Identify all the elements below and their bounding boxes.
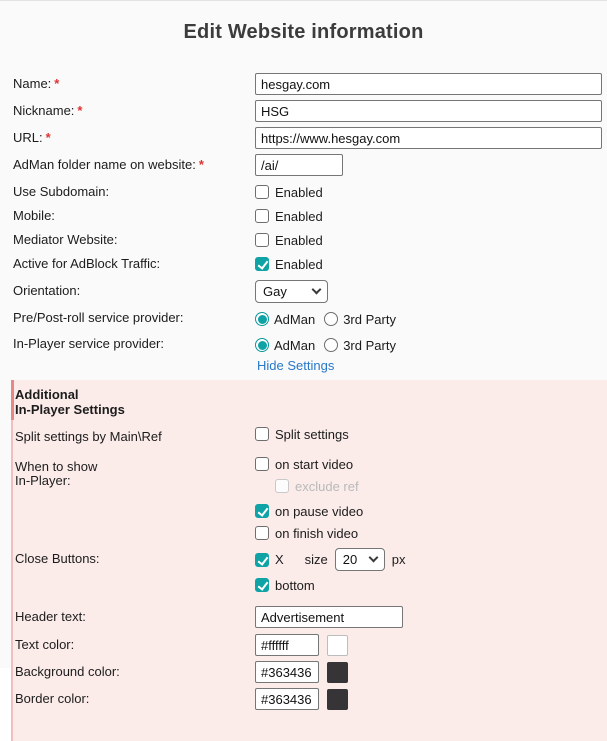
text-color-input[interactable] — [255, 634, 319, 656]
nickname-label-text: Nickname: — [13, 103, 75, 118]
radio-icon[interactable] — [324, 312, 338, 326]
form-row-mobile — [0, 208, 607, 224]
preroll-provider-label: Pre/Post-roll service provider: — [13, 310, 184, 325]
preroll-adman-label[interactable]: AdMan — [274, 311, 316, 327]
use-subdomain-checkbox[interactable] — [255, 184, 323, 200]
close-bottom-label[interactable]: bottom — [275, 577, 315, 593]
additional-inplayer-settings-section — [11, 380, 607, 741]
border-color-input[interactable] — [255, 688, 319, 710]
checkbox-disabled-icon — [275, 479, 289, 493]
adman-folder-input[interactable] — [255, 154, 343, 176]
adman-folder-label — [13, 154, 255, 172]
inplayer-adman-label[interactable]: AdMan — [274, 337, 316, 353]
orientation-label: Orientation: — [13, 283, 81, 298]
adblock-label: Active for AdBlock Traffic: — [13, 256, 161, 271]
radio-selected-icon[interactable] — [255, 312, 269, 326]
form-row-mediator — [0, 232, 607, 248]
checkbox-icon[interactable] — [255, 427, 269, 441]
on-pause-video-label[interactable]: on pause video — [275, 503, 364, 519]
mediator-option-label[interactable]: Enabled — [275, 232, 323, 248]
close-x-label[interactable]: X — [275, 552, 284, 567]
mediator-label: Mediator Website: — [13, 232, 118, 247]
adblock-option-label[interactable]: Enabled — [275, 256, 323, 272]
on-start-video-checkbox[interactable] — [255, 456, 363, 472]
mobile-label: Mobile: — [13, 208, 55, 223]
on-start-video-label[interactable]: on start video — [275, 456, 354, 472]
adman-folder-label-text: AdMan folder name on website: — [13, 157, 196, 172]
on-finish-video-label[interactable]: on finish video — [275, 525, 359, 541]
exclude-ref-label: exclude ref — [295, 478, 359, 494]
checkbox-checked-icon[interactable] — [255, 578, 269, 592]
mobile-checkbox[interactable] — [255, 208, 323, 224]
section-heading-line1: Additional — [15, 387, 79, 402]
row-text-color — [15, 634, 607, 656]
split-settings-label: Split settings by Main\Ref — [15, 429, 162, 444]
mediator-checkbox[interactable] — [255, 232, 323, 248]
use-subdomain-option-label[interactable]: Enabled — [275, 184, 323, 200]
close-size-select[interactable] — [335, 548, 385, 571]
text-color-label: Text color: — [15, 637, 75, 652]
row-border-color — [15, 688, 607, 710]
nickname-label — [13, 100, 255, 118]
use-subdomain-label: Use Subdomain: — [13, 184, 110, 199]
close-size-selected-value: 20 — [342, 552, 358, 567]
split-settings-checkbox[interactable] — [255, 426, 349, 442]
border-color-swatch[interactable] — [327, 689, 348, 710]
when-to-show-label-line1: When to show — [15, 459, 98, 474]
required-asterisk: * — [198, 157, 204, 172]
name-label — [13, 73, 255, 91]
form-row-url — [0, 127, 607, 149]
checkbox-icon[interactable] — [255, 185, 269, 199]
form-row-adblock — [0, 256, 607, 272]
on-pause-video-checkbox[interactable] — [255, 503, 363, 519]
when-to-show-label-line2: In-Player: — [15, 473, 71, 488]
size-unit-label: px — [391, 552, 406, 567]
required-asterisk: * — [54, 76, 60, 91]
header-text-label: Header text: — [15, 609, 86, 624]
section-heading-line2: In-Player Settings — [15, 402, 125, 417]
inplayer-adman-radio[interactable] — [255, 338, 315, 353]
exclude-ref-checkbox — [275, 478, 363, 494]
background-color-label: Background color: — [15, 664, 120, 679]
row-background-color — [15, 661, 607, 683]
orientation-select[interactable] — [255, 280, 328, 303]
mobile-option-label[interactable]: Enabled — [275, 208, 323, 224]
checkbox-icon[interactable] — [255, 209, 269, 223]
close-x-checkbox[interactable] — [255, 552, 284, 568]
inplayer-provider-label: In-Player service provider: — [13, 336, 164, 351]
size-label: size — [304, 552, 328, 567]
form-row-use-subdomain — [0, 184, 607, 200]
section-heading — [15, 385, 607, 417]
name-input[interactable] — [255, 73, 602, 95]
radio-icon[interactable] — [324, 338, 338, 352]
border-color-label: Border color: — [15, 691, 90, 706]
form-row-orientation — [0, 280, 607, 303]
checkbox-checked-icon[interactable] — [255, 504, 269, 518]
row-header-text — [15, 606, 607, 628]
close-buttons-label: Close Buttons: — [15, 551, 100, 566]
background-color-input[interactable] — [255, 661, 319, 683]
row-when-to-show — [15, 456, 607, 541]
adblock-checkbox[interactable] — [255, 256, 323, 272]
on-finish-video-checkbox[interactable] — [255, 525, 363, 541]
required-asterisk: * — [77, 103, 83, 118]
form-row-adman-folder — [0, 154, 607, 176]
form-row-preroll-provider — [0, 310, 607, 328]
hide-settings-row — [257, 357, 607, 375]
inplayer-3rdparty-label[interactable]: 3rd Party — [343, 337, 396, 353]
checkbox-icon[interactable] — [255, 526, 269, 540]
preroll-3rdparty-radio[interactable] — [324, 312, 396, 327]
orientation-selected-value: Gay — [263, 284, 287, 299]
header-text-input[interactable] — [255, 606, 403, 628]
checkbox-checked-icon[interactable] — [255, 257, 269, 271]
preroll-3rdparty-label[interactable]: 3rd Party — [343, 311, 396, 327]
form-row-name — [0, 73, 607, 95]
radio-selected-icon[interactable] — [255, 338, 269, 352]
hide-settings-link[interactable]: Hide Settings — [257, 358, 335, 373]
form-row-nickname — [0, 100, 607, 122]
checkbox-icon[interactable] — [255, 233, 269, 247]
checkbox-icon[interactable] — [255, 457, 269, 471]
text-color-swatch[interactable] — [327, 635, 348, 656]
split-settings-option-label[interactable]: Split settings — [275, 426, 349, 442]
chevron-down-icon — [368, 553, 378, 563]
url-label — [13, 127, 255, 145]
url-label-text: URL: — [13, 130, 43, 145]
website-form — [0, 73, 607, 741]
close-bottom-checkbox[interactable] — [255, 577, 406, 593]
inplayer-3rdparty-radio[interactable] — [324, 338, 396, 353]
checkbox-checked-icon[interactable] — [255, 553, 269, 567]
row-close-buttons — [15, 548, 607, 593]
chevron-down-icon — [312, 285, 322, 295]
nickname-input[interactable] — [255, 100, 602, 122]
name-label-text: Name: — [13, 76, 52, 91]
form-row-inplayer-provider — [0, 336, 607, 354]
row-split-settings — [15, 426, 607, 444]
close-x-size-group — [255, 548, 406, 571]
preroll-adman-radio[interactable] — [255, 312, 315, 327]
required-asterisk: * — [45, 130, 51, 145]
url-input[interactable] — [255, 127, 602, 149]
background-color-swatch[interactable] — [327, 662, 348, 683]
page-title: Edit Website information — [183, 21, 424, 43]
when-to-show-label — [15, 456, 255, 488]
